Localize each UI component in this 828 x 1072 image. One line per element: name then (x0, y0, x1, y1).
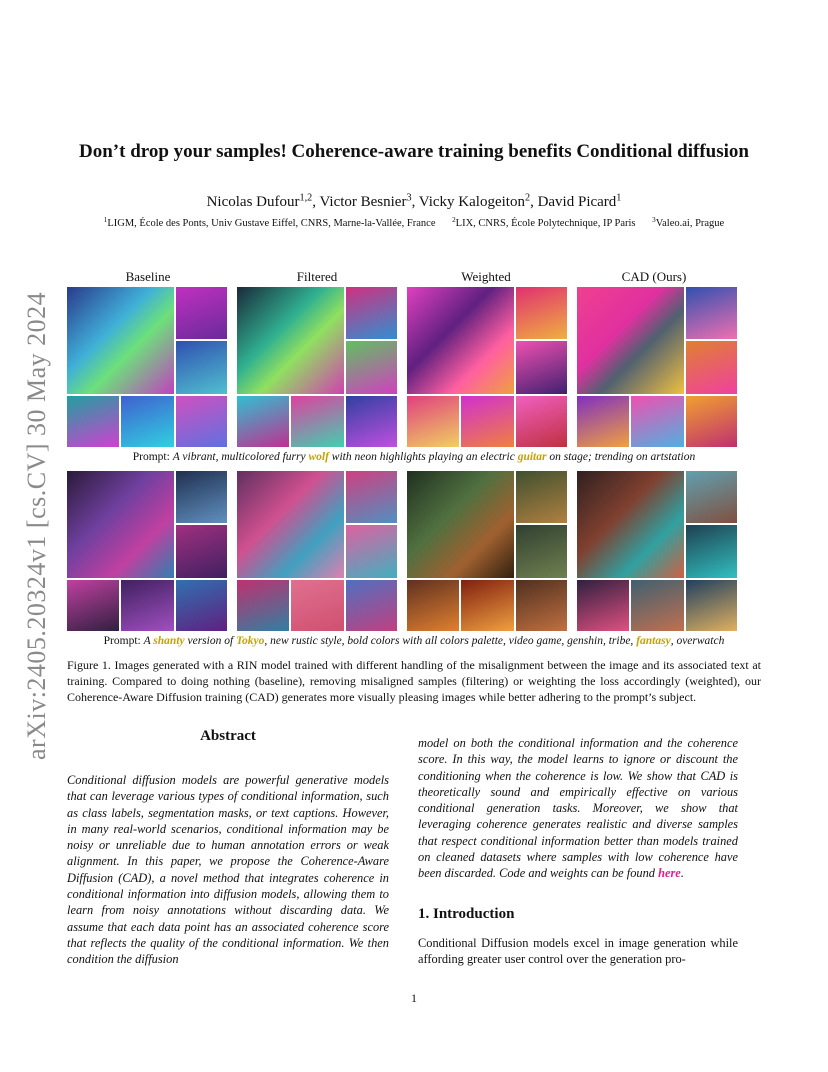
figure-prompt-wolf: Prompt: A vibrant, multicolored furry wolf with neon highlights playing an electric guitar on stage; trending on artstation (132, 451, 696, 463)
affiliation: $^1$LIGM, École des Ponts, Univ Gustave Eiffel, CNRS, Marne-la-Vallée, France (103, 216, 436, 229)
image-grid-baseline-tokyo (66, 470, 228, 632)
author-name: Vicky Kalogeiton (418, 194, 525, 210)
arxiv-stamp (8, 270, 68, 760)
image-grid-cad-wolf (576, 286, 738, 448)
affiliations (0, 218, 828, 229)
image-grid-filtered-tokyo (236, 470, 398, 632)
paper-title: Don’t drop your samples! Coherence-aware training benefits Conditional diffusion (79, 141, 749, 162)
abstract-heading: Abstract (200, 728, 256, 744)
author-affiliation-mark: 1 (616, 192, 622, 204)
prompt-keyword: Tokyo (236, 635, 265, 647)
affiliation: $^3$Valeo.ai, Prague (652, 216, 725, 229)
image-grid-cad-tokyo (576, 470, 738, 632)
image-grid-weighted-tokyo (406, 470, 568, 632)
column-label-weighted: Weighted (461, 269, 511, 284)
author-name: Nicolas Dufour (206, 194, 300, 210)
image-grid-weighted-wolf (406, 286, 568, 448)
prompt-keyword: guitar (517, 451, 547, 463)
prompt-keyword: fantasy (636, 635, 671, 647)
prompt-keyword: shanty (153, 635, 185, 647)
page-number: 1 (411, 991, 417, 1005)
author-name: David Picard (537, 194, 617, 210)
figure-caption: Figure 1. Images generated with a RIN model trained with different handling of the misalignment between the image and its associated text at training. Compared to doing nothing (baseline), removing misaligned samples (filtering) or weighting the loss accordingly (weighted), our Coherence-Aware Diffusion training (CAD) generates more visually pleasing images while better adhering to the prompt’s subject. (67, 658, 761, 704)
author-affiliation-mark: 3 (406, 192, 412, 204)
image-grid-baseline-wolf (66, 286, 228, 448)
column-label-baseline: Baseline (125, 269, 171, 284)
arxiv-identifier: arXiv:2405.20324v1 [cs.CV] 30 May 2024 (22, 291, 51, 760)
code-link[interactable]: here (658, 866, 681, 881)
introduction-text: Conditional Diffusion models excel in image generation while affording greater user control over the generation pro- (418, 936, 738, 967)
author-list: Nicolas Dufour$^{1,2}$, Victor Besnier$^3$, Vicky Kalogeiton$^2$, David Picard$^1$ (206, 192, 622, 210)
figure-prompt-tokyo: Prompt: A shanty version of Tokyo, new rustic style, bold colors with all colors palette, video game, genshin, tribe, fantasy, overwatch (103, 635, 725, 647)
affiliation: $^2$LIX, CNRS, École Polytechnique, IP Paris (452, 216, 636, 229)
image-grid-filtered-wolf (236, 286, 398, 448)
column-label-cad: CAD (Ours) (621, 269, 687, 284)
abstract-text-left: Conditional diffusion models are powerful generative models that can leverage various types of conditional information, such as class labels, segmentation masks, or text captions. However, in many real-world scenarios, conditional information may be noisy or unreliable due to human annotation errors or weak alignment. In this paper, we propose the Coherence-Aware Diffusion (CAD), a novel method that integrates coherence in conditional information into diffusion models, allowing them to learn from noisy annotations without discarding data. We assume that each data point has an associated coherence score that reflects the quality of the conditional information. We then condition the diffusion (67, 773, 389, 967)
column-label-filtered: Filtered (296, 269, 338, 284)
prompt-keyword: wolf (308, 451, 329, 463)
author-affiliation-mark: 2 (524, 192, 531, 204)
author-affiliation-mark: 1,2 (299, 192, 313, 204)
author-name: Victor Besnier (319, 194, 407, 210)
section-heading-introduction: 1. Introduction (418, 906, 515, 922)
abstract-text-right: model on both the conditional information and the coherence score. In this way, the model learns to ignore or discount the conditioning when the coherence is low. We show that CAD is theoretically sound and empirically effective on various conditional generation tasks. Moreover, we show that leveraging coherence generates realistic and diverse samples that respect conditional information better than models trained on cleaned datasets where samples with low coherence have been discarded. Code and weights can be found here. (418, 736, 738, 881)
